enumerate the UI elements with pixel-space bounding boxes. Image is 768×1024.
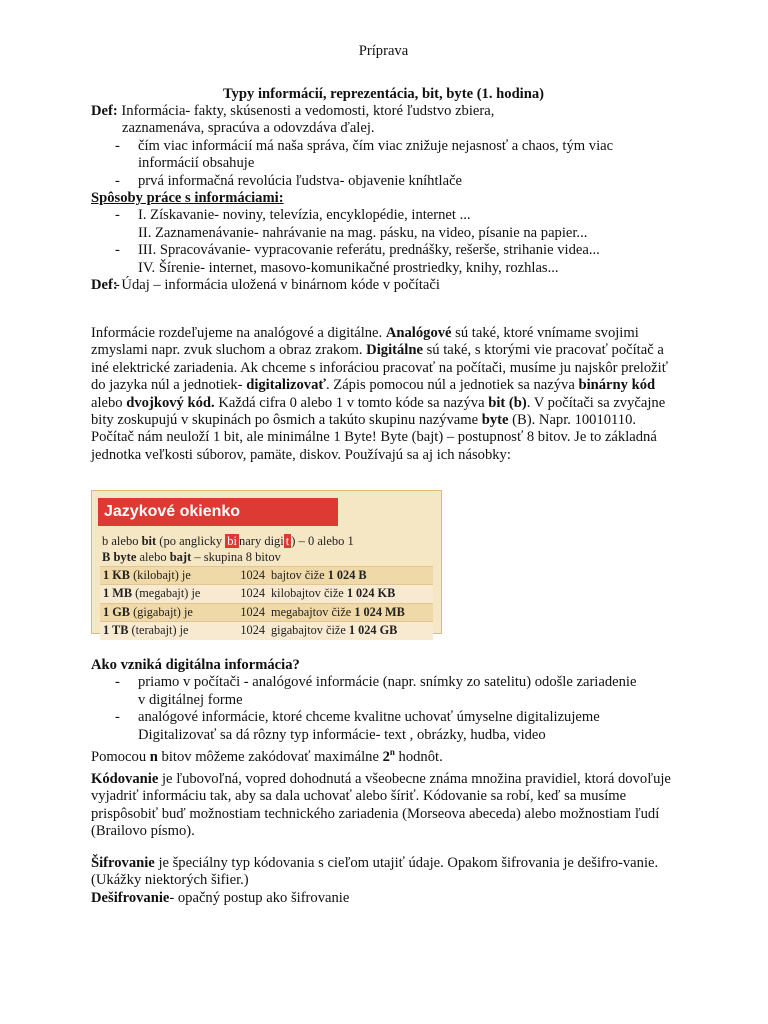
number-cell: 1024 [224,603,268,621]
list-item: - III. Spracovávanie- vypracovanie referátu, prednášky, rešerše, strihanie videa... [91,242,691,259]
equivalent-cell: megabajtov čiže 1 024 MB [268,603,433,621]
paragraph-coding: Kódovanie je ľubovoľná, vopred dohodnutá a všeobecne známa množina pravidiel, ktorá dovoľuje vyjadriť informáciu tak, aby sa dala uchovať alebo šíriť. Kódovanie sa robí, keď sa musíme prispôsobiť buď možnostiam technického zariadenia (Morseova abeceda) alebo možnostiam ľudí (Brailovo písmo). [91,771,671,840]
list-item: - priamo v počítači - analógové informácie (napr. snímky zo satelitu) odošle zariadenie [91,674,691,691]
section-heading: Spôsoby práce s informáciami: [91,190,284,207]
language-box-title: Jazykové okienko [98,498,338,526]
list-item: - I. Získavanie- noviny, televízia, encyklopédie, internet ... [91,207,691,224]
digital-info-section: Ako vzniká digitálna informácia? - priamo v počítači - analógové informácie (napr. snímky zo satelitu) odošle zariadenie v digitálnej forme - analógové informácie, ktoré chceme kvalitne uchovať úmyselne digitalizujeme Digitalizovať sa dá rôzny typ informácie- text , obrázky, hudba, video Pomocou n bitov môžeme zakódovať maximálne 2$^n$ hodnôt. [91,657,691,766]
paragraph-cipher: Šifrovanie je špeciálny typ kódovania s cieľom utajiť údaje. Opakom šifrovania je dešifro-vanie. (Ukážky niektorých šifier.) Dešifrovanie- opačný postup ako šifrovanie [91,855,659,906]
table-row [100,567,433,585]
list-item: IV. Šírenie- internet, masovo-komunikačné prostriedky, knihy, rozhlas... [138,259,559,276]
list-item: II. Zaznamenávanie- nahrávanie na mag. pásku, na video, písanie na papier... [138,224,588,241]
table-row [100,622,433,640]
lesson-heading: Typy informácií, reprezentácia, bit, byte (1. hodina) [222,86,545,102]
equivalent-cell: bajtov čiže 1 024 B [268,567,433,585]
section-heading: Ako vzniká digitálna informácia? [91,657,300,673]
table-row [100,603,433,621]
list-item: - prvá informačná revolúcia ľudstva- objavenie kníhtlače [91,173,691,190]
equivalent-cell: gigabajtov čiže 1 024 GB [268,622,433,640]
units-table [100,566,433,640]
def-label: Def: [91,103,118,119]
unit-cell: 1 TB (terabajt) je [100,622,224,640]
definition-information: Def: Informácia- fakty, skúsenosti a vedomosti, ktoré ľudstvo zbiera, zaznamenáva, spracúva a odovzdáva ďalej. - čím viac informácií má naša správa, čím viac znižuje nejasnosť a chaos, tým viac informácií obsahuje - prvá informačná revolúcia ľudstva- objavenie kníhtlače Spôsoby práce s informáciami: - I. Získavanie- noviny, televízia, encyklopédie, internet ... II. Zaznamenávanie- nahrávanie na mag. pásku, na video, písanie na papier... - III. Spracovávanie- vypracovanie referátu, prednášky, rešerše, strihanie videa... IV. Šírenie- internet, masovo-komunikačné prostriedky, knihy, rozhlas... Def: Údaj – informácia uložená v binárnom kóde v počítači [91,103,691,294]
list-item: - analógové informácie, ktoré chceme kvalitne uchovať úmyselne digitalizujeme [91,709,691,726]
bit-definition-row: b alebo bit (po anglicky bi nary digi t ) – 0 alebo 1 [102,534,354,548]
byte-definition-row: B byte alebo bajt – skupina 8 bitov [102,550,281,564]
equivalent-cell: kilobajtov čiže 1 024 KB [268,585,433,603]
language-box [91,490,442,638]
unit-cell: 1 KB (kilobajt) je [100,567,224,585]
page-title: Príprava [358,43,409,59]
number-cell: 1024 [224,622,268,640]
unit-cell: 1 GB (gigabajt) je [100,603,224,621]
definition-data: Def: Údaj – informácia uložená v binárnom kóde v počítači [91,277,440,294]
list-item: - čím viac informácií má naša správa, čím viac znižuje nejasnosť a chaos, tým viac [91,138,691,155]
table-row [100,585,433,603]
unit-cell: 1 MB (megabajt) je [100,585,224,603]
number-cell: 1024 [224,585,268,603]
paragraph-analog-digital: Informácie rozdeľujeme na analógové a digitálne. Analógové sú také, ktoré vnímame svojimi zmyslami napr. zvuk sluchom a obraz zrakom. Digitálne sú také, s ktorými vie pracovať počítač a iné elektrické zariadenia. Ak chceme s inforáciou pracovať na počítači, musíme ju najskôr preložiť do jazyka núl a jednotiek- digitalizovať. Zápis pomocou núl a jednotiek sa nazýva binárny kód alebo dvojkový kód. Každá cifra 0 alebo 1 v tomto kóde sa nazýva bit (b). V počítači sa zvyčajne bity zoskupujú v skupinách po ôsmich a takúto skupinu nazývame byte (B). Napr. 10010110. Počítač nám neuloží 1 bit, ale minimálne 1 Byte! Byte (bajt) – postupnosť 8 bitov. Je to základná jednotka veľkosti súborov, pamäte, diskov. Používajú sa aj ich násobky: [91,325,668,463]
number-cell: 1024 [224,567,268,585]
bits-capacity-line: Pomocou n bitov môžeme zakódovať maximálne 2$^n$ hodnôt. [91,747,443,765]
